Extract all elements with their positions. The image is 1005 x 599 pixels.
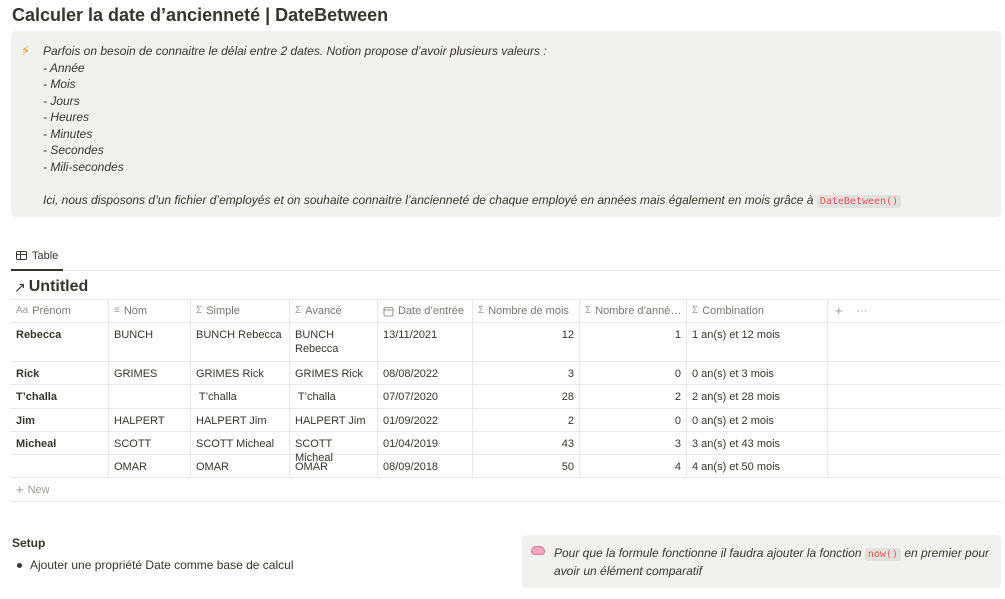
cell-nom[interactable]: OMAR [109,455,191,477]
cell-empty [828,409,1001,431]
callout-item: - Mili-secondes [43,159,124,174]
cell-prenom[interactable]: Jim [11,409,109,431]
brain-icon [531,546,545,555]
cell-empty [828,385,1001,408]
cell-simple[interactable]: GRIMES Rick [191,362,290,384]
cell-annees[interactable]: 0 [580,409,687,431]
tab-label: Table [32,249,59,262]
text-property-icon: Aa [16,305,29,316]
cell-simple[interactable]: BUNCH Rebecca [191,323,290,361]
cell-simple[interactable]: T’challa [191,385,290,408]
column-header-simple[interactable]: Σ Simple [191,300,290,322]
cell-combination[interactable]: 2 an(s) et 28 mois [687,385,828,408]
cell-simple[interactable]: OMAR [191,455,290,477]
callout-item: - Minutes [43,126,93,141]
column-actions [828,300,1001,322]
cell-annees[interactable]: 4 [580,455,687,477]
cell-avance[interactable]: BUNCH Rebecca [290,323,378,361]
column-header-nom[interactable]: ≡ Nom [109,300,191,322]
cell-mois[interactable]: 3 [473,362,580,384]
cell-avance[interactable]: SCOTT Micheal [290,432,378,454]
cell-nom[interactable]: GRIMES [109,362,191,384]
bullet-icon [17,563,22,568]
more-icon[interactable]: ··· [856,305,868,317]
cell-mois[interactable]: 12 [473,323,580,361]
cell-nom[interactable]: SCOTT [109,432,191,454]
column-header-avance[interactable]: Σ Avancé [290,300,378,322]
table-row[interactable] [11,432,1001,464]
cell-prenom[interactable]: T’challa [11,385,109,408]
column-header-nombre-annees[interactable]: Σ Nombre d’anné… [580,300,687,322]
cell-prenom[interactable] [11,455,109,477]
cell-annees[interactable]: 0 [580,362,687,384]
column-header-nombre-de-mois[interactable]: Σ Nombre de mois [473,300,580,322]
cell-avance[interactable]: HALPERT Jim [290,409,378,431]
cell-annees[interactable]: 2 [580,385,687,408]
table-header [11,299,1001,323]
cell-nom[interactable] [109,385,191,408]
cell-combination[interactable]: 4 an(s) et 50 mois [687,455,828,477]
cell-mois[interactable]: 43 [473,432,580,454]
callout-item: - Année [43,60,85,75]
calendar-icon [383,306,394,317]
cell-date[interactable]: 13/11/2021 [378,323,473,361]
cell-empty [828,432,1001,454]
cell-annees[interactable]: 3 [580,432,687,454]
table-row[interactable] [11,385,1001,409]
cell-nom[interactable]: BUNCH [109,323,191,361]
formula-icon: Σ [295,305,302,316]
cell-combination[interactable]: 0 an(s) et 2 mois [687,409,828,431]
cell-mois[interactable]: 28 [473,385,580,408]
cell-prenom[interactable]: Rebecca [11,323,109,361]
cell-date[interactable]: 08/09/2018 [378,455,473,477]
inline-code: now() [865,548,901,561]
cell-empty [828,362,1001,384]
plus-icon: + [16,482,24,497]
cell-avance[interactable]: OMAR [290,455,378,477]
callout-item: - Mois [43,77,76,91]
database-table [11,299,1001,502]
callout-outro: Ici, nous disposons d’un fichier d’employés et on souhaite connaitre l’ancienneté de chaque employé en années mais également en mois grâce à DateBetween() [43,192,901,211]
table-row[interactable] [11,409,1001,432]
cell-annees[interactable]: 1 [580,323,687,361]
info-callout [11,31,1001,217]
cell-combination[interactable]: 1 an(s) et 12 mois [687,323,828,361]
view-tabs [11,242,1001,271]
table-row[interactable] [11,323,1001,362]
setup-heading: Setup [12,536,46,550]
plus-icon[interactable]: + [835,303,843,318]
cell-date[interactable]: 07/07/2020 [378,385,473,408]
page-title: Calculer la date d’ancienneté | DateBetween [12,5,389,25]
callout-item: - Secondes [43,143,104,157]
text-lines-icon: ≡ [114,305,120,316]
table-icon [16,251,27,260]
arrow-up-right-icon: ↗ [14,278,26,295]
formula-icon: Σ [692,305,699,316]
cell-mois[interactable]: 50 [473,455,580,477]
lightning-icon: ⚡ [21,43,31,58]
cell-mois[interactable]: 2 [473,409,580,431]
cell-date[interactable]: 01/09/2022 [378,409,473,431]
cell-avance[interactable]: T’challa [290,385,378,408]
cell-date[interactable]: 01/04/2019 [378,432,473,454]
cell-simple[interactable]: HALPERT Jim [191,409,290,431]
callout-item: - Jours [43,93,80,108]
formula-icon: Σ [196,305,203,316]
cell-avance[interactable]: GRIMES Rick [290,362,378,384]
database-title[interactable]: ↗ Untitled [14,278,89,295]
formula-icon: Σ [478,305,485,316]
new-row-button[interactable]: + New [11,478,1001,502]
tip-callout [522,535,1001,588]
formula-icon: Σ [585,305,592,316]
table-row[interactable] [11,362,1001,385]
callout-intro: Parfois on besoin de connaitre le délai entre 2 dates. Notion propose d’avoir plusieurs valeurs : [43,44,547,58]
cell-prenom[interactable]: Micheal [11,432,109,454]
table-row[interactable] [11,455,1001,478]
inline-code: DateBetween() [817,195,901,208]
column-header-combination[interactable]: Σ Combination [687,300,828,322]
cell-nom[interactable]: HALPERT [109,409,191,431]
column-header-prenom[interactable]: Aa Prénom [11,300,109,322]
cell-date[interactable]: 08/08/2022 [378,362,473,384]
cell-empty [828,455,1001,477]
column-header-date[interactable]: Date d’entrée [378,300,473,322]
callout-text [43,43,901,210]
cell-simple[interactable]: SCOTT Micheal [191,432,290,454]
cell-combination[interactable]: 0 an(s) et 3 mois [687,362,828,384]
cell-prenom[interactable]: Rick [11,362,109,384]
cell-empty [828,323,1001,361]
tab-table[interactable] [11,242,63,271]
callout-item: - Heures [43,110,90,124]
setup-list-item: Ajouter une propriété Date comme base de calcul [17,558,293,572]
tip-text: Pour que la formule fonctionne il faudra ajouter la fonction now() en premier pour avoir un élément comparatif [554,546,990,578]
cell-combination[interactable]: 3 an(s) et 43 mois [687,432,828,454]
